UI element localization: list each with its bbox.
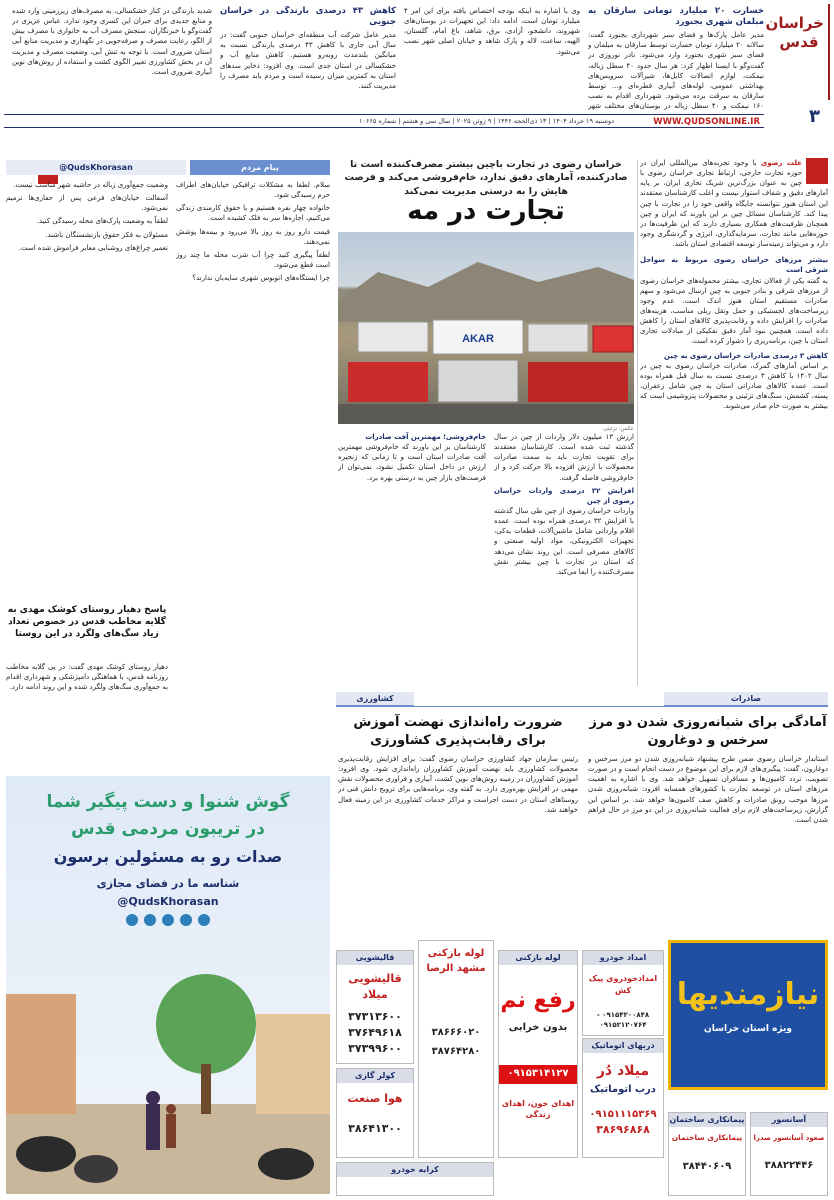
sub1-body: به گفته یکی از فعالان تجاری، بیشتر محموله‌های خراسان رضوی از مرزهای شرقی و بنادر جنوبی به چین ارسال می‌شود و سهم صادرات مستقیم استان هنوز اندک است. عدم وجود زیرساخت‌های لجستیکی و حمل ونقل ریلی مناسب، هزینه‌های صادرات را افزایش داده و رقابت‌پذیری کالاهای استان را کاهش داده است. همچنین نبود آمار دقیق تفکیکی از مبادلات تجاری استان با چین، برنامه‌ریزی را دشوار کرده است. (640, 276, 828, 346)
sub3-title: افزایش ۳۲ درصدی واردات خراسان رضوی از چین (494, 486, 634, 505)
top-news-2 (404, 6, 580, 110)
telegram-icon[interactable] (180, 914, 192, 926)
ad-build-title: پیمانکاری ساختمان (671, 1133, 743, 1142)
trucks-illustration (338, 232, 634, 424)
main-story-kicker: خراسان رضوی در تجارت باچین بیشتر مصرف‌کننده است تا صادرکننده، آمارهای دقیق ندارد، خام‌فروشی می‌کند و فرصت هایش را به درستی مدیریت نمی‌کند (344, 159, 628, 197)
instagram-icon[interactable] (198, 914, 210, 926)
people-item-2: خانواده چهار نفره هستیم و با حقوق کارمندی زندگی می‌کنیم، اجاره‌ها سر به فلک کشیده است. (176, 204, 330, 223)
ad-rafnam-title: رفع نم (500, 988, 576, 1013)
people-item-4: لطفاً پیگیری کنید چرا آب شرب محله ما چند روز است قطع می‌شود. (176, 250, 330, 269)
promo-line-4: شناسه ما در فضای مجازی (96, 877, 240, 891)
people-item-8: لطفاً به وضعیت پارک‌های محله رسیدگی کنید. (36, 217, 168, 226)
ad-ghali[interactable] (336, 950, 414, 1064)
ad-door-sub: درب اتوماتیک (590, 1084, 656, 1096)
main-story-headline: تجارت در مه (407, 196, 565, 226)
reply-title: پاسخ دهیار روستای کوشک مهدی به گلایه مخاطب قدس در خصوص تعداد زیاد سگ‌های ولگرد در این روستا (7, 605, 167, 640)
ad-rafnam-sub: بدون خرابی (508, 1021, 568, 1033)
top-news-4-body: شدید بارندگی در کنار خشکسالی، به مصرف‌های زیرزمینی وارد شده و منابع جدیدی برای جبران این کسری وجود ندارد. عباس عزیزی در گفت‌وگو با خبرنگاران، سنجش مصرف آب به خانواری با مصرف بیش از الگو، رعایت مصرف و صرفه‌جویی در نگهداری و مدیریت منابع آبی استان ضروری است. با توجه به تنش آبی، وضعیت مصرف و مدیریت آن در بخش کشاورزی تغییر الگوی کشت و استفاده از روش‌های نوین آبیاری ضروری است. (12, 7, 212, 76)
top-news-3-body: مدیر عامل شرکت آب منطقه‌ای خراسان جنوبی گفت: در سال آبی جاری با کاهش ۴۳ درصدی بارندگی نسبت به میانگین بلندمدت روبه‌رو هستیم. کاهش منابع آب و خشکسالی در استان جدی است. وی افزود: ذخایر سدهای استان به کمترین میزان رسیده است و مردم باید مصرف را مدیریت کنند. (220, 31, 396, 90)
ad-build-cat: پیمانکاری ساختمان (669, 1113, 745, 1127)
people-col-1 (176, 180, 330, 688)
ad-door[interactable] (582, 1038, 664, 1158)
sub1-title: بیشتر مرزهای خراسان رضوی مربوط به سواحل شرقی است (640, 256, 828, 275)
people-handle: @QudsKhorasan (6, 160, 186, 175)
nyazmandiha-box (668, 940, 828, 1090)
people-item-6: وضعیت جمع‌آوری زباله در حاشیه شهر مناسب نیست. (13, 181, 168, 189)
photo-caption: عکس: تزئینی (603, 426, 634, 432)
keshavarzi-title: ضرورت راه‌اندازی نهضت آموزش برای رقابت‌پذیری کشاورزی (353, 715, 563, 748)
ad-emdad-phone: ۰۹۱۵۴۲۰۰۸۴۸ - ۰۹۱۵۲۱۲۰۷۶۴ (596, 1011, 650, 1030)
bale-icon[interactable] (126, 914, 138, 926)
reply-body: دهیار روستای کوشک مهدی گفت: در پی گلایه مخاطب روزنامه قدس، با هماهنگی دامپزشکی و شهرداری اقدام به جمع‌آوری سگ‌های ولگرد شده و این روند ادامه دارد. (6, 663, 168, 692)
ad-elevator-cat: آسانسور (751, 1113, 827, 1127)
website-link[interactable]: WWW.QUDSONLINE.IR (653, 117, 760, 127)
sub2-title: کاهش ۳ درصدی صادرات خراسان رضوی به چین (663, 351, 828, 360)
people-item-5: چرا ایستگاه‌های اتوبوس شهری سایه‌بان ندارند؟ (192, 274, 330, 283)
people-item-3: قیمت دارو روز به روز بالا می‌رود و بیمه‌ها پوشش نمی‌دهند. (176, 227, 330, 246)
sub3-body: واردات خراسان رضوی از چین طی سال گذشته با افزایش ۳۲ درصدی همراه بوده است. عمده اقلام وارداتی شامل ماشین‌آلات، قطعات یدکی، تجهیزات الکترونیکی، مواد اولیه صنعتی و کالاهای مصرفی است. این روند نشان می‌دهد که استان در تجارت با چین بیشتر نقش مصرف‌کننده را ایفا می‌کند. (494, 506, 634, 576)
mid-body: ارزش ۱۳ میلیون دلار واردات از چین در سال گذشته ثبت شده است. کارشناسان معتقدند برای تقویت تجارت باید به سمت صادرات محصولات با ارزش افزوده بالا حرکت کرد و از خام‌فروشی فاصله گرفت. (494, 433, 634, 482)
top-news-1-title: خسارت ۲۰ میلیارد تومانی سارقان به مبلمان شهری بجنورد (588, 6, 764, 28)
ad-car[interactable] (336, 1162, 494, 1196)
ad-lole-cat: لوله بازکنی (499, 951, 577, 965)
promo-line-1: گوش شنوا و دست پیگیر شما (46, 792, 290, 812)
people-section-title: پیام مردم (190, 160, 330, 175)
ad-build[interactable] (668, 1112, 746, 1196)
ad-mashhad-phone1: ۳۸۶۶۶۰۲۰ (431, 1027, 481, 1038)
nyazmandiha-sub: ویژه استان خراسان (704, 1023, 792, 1034)
sadarat-title: آمادگی برای شبانه‌روزی شدن دو مرز سرخس و دوغارون (589, 715, 827, 748)
ad-emdad-cat: امداد خودرو (583, 951, 663, 965)
trucks-photo (338, 232, 634, 424)
ad-cooler-title: هوا صنعت (347, 1092, 403, 1105)
date-bar (4, 114, 764, 128)
ad-elevator-title: صعود آسانسور صدرا (753, 1134, 825, 1142)
logo-text: خراسان قدس (765, 14, 824, 51)
sub4-body: کارشناسان بر این باورند که خام‌فروشی مهمترین آفت صادرات استان است و تا زمانی که زنجیره ارزش در داخل استان تکمیل نشود، نمی‌توان از فرصت‌های بازار چین به درستی بهره برد. (338, 443, 486, 482)
promo-handle: @QudsKhorasan (117, 895, 219, 909)
sadarat-tab: صادرات (664, 692, 828, 706)
ad-ghali-cat: قالیشویی (337, 951, 413, 965)
keshavarzi-body: رئیس سازمان جهاد کشاورزی خراسان رضوی گفت: برای افزایش رقابت‌پذیری محصولات کشاورزی باید نهضت آموزش کشاورزان راه‌اندازی شود. وی افزود: آموزش کشاورزان در زمینه روش‌های نوین کشت، آبیاری و فراوری محصولات نقش مهمی در افزایش بهره‌وری دارد. به گفته وی، برنامه‌هایی برای ترویج دانش فنی در روستاهای استان در دست اجراست و مراکز خدمات کشاورزی در این زمینه فعال خواهند شد. (338, 755, 578, 814)
people-item-1: سلام. لطفا به مشکلات ترافیکی خیابان‌های اطراف حرم رسیدگی شود. (176, 181, 330, 200)
ad-mashhad[interactable] (418, 940, 494, 1158)
main-story-col-mid (494, 432, 634, 688)
date-line: دوشنبه ۱۹ خرداد ۱۴۰۴ | ۱۳ ذی‌الحجه ۱۴۴۶ | ۹ ژوئن ۲۰۲۵ | سال سی و هشتم | شماره ۱۰۶۶۵ (358, 117, 614, 125)
ad-ghali-phone3: ۳۷۳۹۹۶۰۰ (348, 1041, 402, 1055)
eitaa-icon[interactable] (144, 914, 156, 926)
sadarat-body: استاندار خراسان رضوی ضمن طرح پیشنهاد شبانه‌روزی شدن دو مرز سرخس و دوغارون، گفت: پیگیری‌های لازم برای این موضوع در دست انجام است و در صورت تصویب، تردد کامیون‌ها و مسافران تسهیل خواهد شد. وی با اشاره به اهمیت مرزهای استان در توسعه تجارت با کشورهای همسایه افزود: شبانه‌روزی شدن مرزها موجب رونق صادرات و کاهش صف کامیون‌ها خواهد شد. بر اساس این گزارش، زیرساخت‌های لازم برای فعالیت شبانه‌روزی در این دو مرز در حال فراهم شدن است. (588, 755, 828, 824)
ad-elevator-phone: ۳۸۸۲۲۴۴۶ (764, 1160, 814, 1172)
promo-line-3: صدات رو به مسئولین برسون (53, 847, 283, 867)
ad-emdad[interactable] (582, 950, 664, 1036)
sub2-body: بر اساس آمارهای گمرک، صادرات خراسان رضوی به چین در سال ۱۴۰۲ با کاهش ۳ درصدی نسبت به سال قبل همراه بوده است. عمده کالاهای صادراتی استان به چین شامل زعفران، پسته، کشمش، سنگ‌های تزئینی و محصولات پتروشیمی است که بیشتر به صورت خام صادر می‌شوند. (640, 361, 828, 411)
ad-cooler-cat: کولر گازی (337, 1069, 413, 1083)
svg-text:AKAR: AKAR (462, 333, 494, 345)
top-news-3 (220, 6, 396, 110)
ad-door-title: میلاد دُر (596, 1063, 650, 1079)
ad-door-cat: دربهای اتوماتیک (583, 1039, 663, 1053)
ad-car-cat: کرایه خودرو (337, 1163, 493, 1177)
ad-cooler[interactable] (336, 1068, 414, 1158)
people-col-2 (6, 180, 168, 600)
ad-door-phone2: ۳۸۶۹۶۸۶۸ (596, 1123, 650, 1137)
top-news-4 (12, 6, 212, 110)
logo (765, 4, 830, 100)
street-illustration (6, 954, 330, 1194)
twitter-icon[interactable] (162, 914, 174, 926)
ad-ghali-phone2: ۳۷۶۴۹۶۱۸ (348, 1025, 402, 1039)
main-story-col-right (640, 158, 828, 688)
main-story-lead: با وجود تجربه‌های بین‌المللی ایران در حوزه تجارت خارجی، ارتباط تجاری خراسان رضوی با چین به عنوان بزرگ‌ترین شریک تجاری ایران، بر پایه آمارهای دقیق و شفاف استوار نیست و اغلب کارشناسان معتقدند این استان هنوز نتوانسته جایگاه واقعی خود را در تجارت با چین پیدا کند. کارشناسان مسائل چین بر این باورند که ایران و چین همچنان ظرفیت‌های همکاری بسیاری دارند که این ظرفیت‌ها در حوزه‌هایی مانند تجارت، سرمایه‌گذاری، انرژی و گردشگری وجود دارد و می‌تواند زمینه‌ساز توسعه اقتصادی استان باشد. (640, 159, 828, 249)
sub4-title: خام‌فروشی؛ مهمترین آفت صادرات (365, 433, 486, 441)
main-story-col-mid2 (338, 432, 486, 688)
story-drop-block (806, 158, 828, 184)
page-number: ۳ (809, 106, 820, 127)
top-news-1-body: مدیر عامل پارک‌ها و فضای سبز شهرداری بجنورد گفت: سالانه ۲۰ میلیارد تومان خسارت توسط سارقان به مبلمان و فضای سبز شهری بجنورد وارد می‌شود. نادر نوروزی در گفت‌وگو با ایسنا اظهار کرد: هر سال حدود ۴۰ سطل زباله، نیمکت، لوازم اتصالات کابل‌ها، شیرآلات سرویس‌های بهداشتی عمومی، لوله‌های آبیاری قطره‌ای و... توسط سارقان به سرقت برده می‌شود. شهرداری اقدام به نصب ۱۶۰ نیمکت و ۴۰ سطل زباله در بوستان‌های مختلف شهر (588, 31, 764, 110)
ad-lole[interactable] (498, 950, 578, 1158)
people-item-10: تعمیر چراغ‌های روشنایی معابر فراموش شده است. (18, 243, 168, 252)
ad-door-phone1: ۰۹۱۵۱۱۱۵۳۶۹ (589, 1108, 657, 1120)
ad-elevator[interactable] (750, 1112, 828, 1196)
people-item-7: آسفالت خیابان‌های فرعی پس از حفاری‌ها ترمیم نمی‌شود. (6, 194, 168, 213)
keshavarzi-tab: کشاورزی (336, 692, 414, 706)
promo-line-2: در تریبون مردمی قدس (71, 818, 265, 839)
section-rule (336, 706, 828, 707)
promo-box (6, 776, 330, 1194)
ad-mashhad-title: لوله بازکنی مشهد الرضا (426, 948, 486, 974)
top-news-1 (588, 6, 764, 110)
ad-build-phone: ۳۸۴۴۰۶۰۹ (682, 1160, 732, 1172)
author-label: علت رضوی (760, 159, 802, 167)
ad-rafnam-phone: ۰۹۱۵۳۱۴۱۲۷ (499, 1065, 577, 1084)
ad-cooler-phone: ۳۸۶۴۱۳۰۰ (348, 1121, 402, 1135)
people-item-9: مسئولان به فکر حقوق بازنشستگان باشند. (45, 230, 168, 239)
col-divider (637, 160, 638, 686)
ad-emdad-title: امدادخودروی پیک کش (588, 974, 658, 995)
ad-blood: اهدای خون، اهدای زندگی (501, 1098, 575, 1120)
top-news-2-body: وی با اشاره به اینکه بودجه اختصاص یافته برای این امر ۴ میلیارد تومان است، ادامه داد: این تجهیزات در بوستان‌های شهروند، دانشجو، آزادی، برق، شاهد، باغ امام، گلستان، الهیه، ساعت، لاله و پارک شاهد و خیابان اصلی شهر نصب می‌شود. (404, 7, 580, 56)
nyazmandiha-title: نیازمندیها (676, 977, 820, 1012)
ad-ghali-phone1: ۳۷۳۱۳۶۰۰ (348, 1009, 402, 1023)
social-icons (6, 914, 330, 929)
masthead (0, 0, 834, 132)
top-news-3-title: کاهش ۴۳ درصدی بارندگی در خراسان جنوبی (220, 6, 396, 28)
ad-mashhad-phone2: ۳۸۷۶۴۲۸۰ (431, 1045, 481, 1057)
ad-ghali-title: قالیشویی میلاد (348, 972, 402, 1001)
